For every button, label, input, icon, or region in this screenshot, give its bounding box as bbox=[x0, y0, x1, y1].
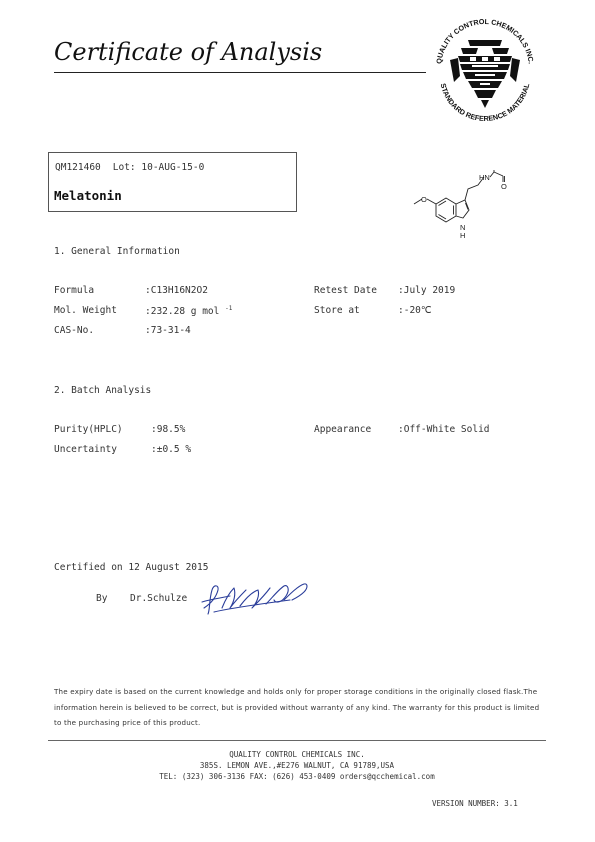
catalog-number: QM121460 bbox=[55, 162, 101, 173]
lot-value: 10-AUG-15-0 bbox=[141, 162, 205, 173]
svg-text:HN: HN bbox=[479, 173, 490, 182]
purity-label: Purity(HPLC) bbox=[54, 424, 123, 435]
formula-label: Formula bbox=[54, 285, 95, 296]
footer-address: 385S. LEMON AVE.,#E276 WALNUT, CA 91789,USA bbox=[199, 761, 395, 770]
qcc-logo-seal bbox=[430, 16, 540, 128]
lot-label: Lot: bbox=[112, 162, 136, 173]
svg-text:QUALITY CONTROL CHEMICALS INC.: QUALITY CONTROL CHEMICALS INC. bbox=[434, 16, 536, 65]
melatonin-structure-diagram bbox=[390, 170, 515, 245]
svg-text:N: N bbox=[460, 223, 466, 232]
by-label: By bbox=[96, 593, 108, 604]
svg-text:H: H bbox=[460, 231, 466, 240]
formula-value: :C13H16N2O2 bbox=[145, 285, 208, 296]
certified-line bbox=[54, 562, 208, 573]
svg-text:O: O bbox=[421, 195, 427, 204]
appearance-label: Appearance bbox=[314, 424, 372, 435]
mol-weight-label: Mol. Weight bbox=[54, 305, 117, 316]
page-title: Certificate of Analysis bbox=[54, 38, 323, 66]
cas-value: :73-31-4 bbox=[145, 325, 191, 336]
footer-contact: TEL: (323) 306-3136 FAX: (626) 453-0409 orders@qcchemical.com bbox=[159, 772, 435, 781]
product-name: Melatonin bbox=[54, 188, 122, 203]
purity-value: :98.5% bbox=[151, 424, 186, 435]
signer-name: Dr.Schulze bbox=[130, 593, 188, 604]
retest-date-label: Retest Date bbox=[314, 285, 377, 296]
cas-label: CAS-No. bbox=[54, 325, 95, 336]
footer-company-name: QUALITY CONTROL CHEMICALS INC. bbox=[229, 750, 365, 759]
appearance-value: :Off-White Solid bbox=[398, 424, 490, 435]
certified-date: 12 August 2015 bbox=[128, 562, 209, 573]
title-underline bbox=[54, 72, 426, 73]
catalog-lot-line bbox=[55, 162, 204, 173]
footer-divider bbox=[48, 740, 546, 741]
version-number: VERSION NUMBER: 3.1 bbox=[432, 799, 518, 808]
general-info-heading: 1. General Information bbox=[54, 246, 180, 257]
product-id-box bbox=[48, 152, 297, 212]
store-at-label: Store at bbox=[314, 305, 360, 316]
batch-analysis-heading: 2. Batch Analysis bbox=[54, 385, 152, 396]
mol-weight-value: :232.28 g mol $^{-1}$ bbox=[145, 305, 233, 318]
uncertainty-value: :±0.5 % bbox=[151, 444, 192, 455]
store-at-value: :-20℃ bbox=[398, 305, 432, 316]
disclaimer-text: The expiry date is based on the current knowledge and holds only for proper storage conditions in the originally closed flask.The information herein is believed to be correct, but is provided without warranty of any kind. The warranty for this product is limited to the purchasing price of this product. bbox=[54, 687, 540, 727]
svg-text:O: O bbox=[501, 182, 507, 191]
svg-text:STANDARD REFERENCE MATERIAL: STANDARD REFERENCE MATERIAL bbox=[438, 82, 532, 124]
footer-company-info bbox=[48, 749, 546, 782]
uncertainty-label: Uncertainty bbox=[54, 444, 117, 455]
handwritten-signature bbox=[200, 578, 312, 616]
certified-label: Certified on bbox=[54, 562, 123, 573]
retest-date-value: :July 2019 bbox=[398, 285, 456, 296]
